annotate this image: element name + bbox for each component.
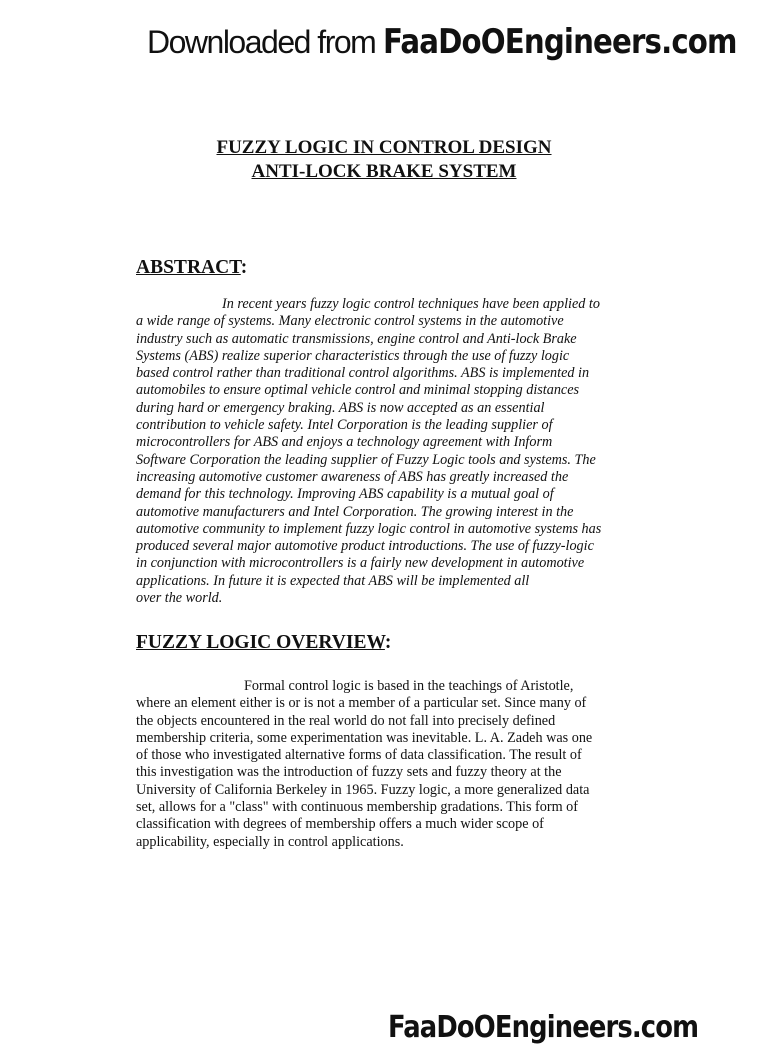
overview-line: where an element either is or is not a member of a particular set. Since many of — [136, 695, 587, 712]
document-title — [0, 136, 768, 184]
overview-line: membership criteria, some experimentation was inevitable. L. A. Zadeh was one — [136, 729, 593, 746]
overview-heading-colon: : — [384, 632, 392, 653]
title-line-2: ANTI-LOCK BRAKE SYSTEM — [251, 161, 517, 182]
abstract-line: In recent years fuzzy logic control techniques have been applied to — [222, 296, 600, 312]
overview-heading-text: FUZZY LOGIC OVERVIEW — [136, 632, 385, 653]
overview-line: this investigation was the introduction of fuzzy sets and fuzzy theory at the — [136, 764, 562, 781]
abstract-line: a wide range of systems. Many electronic control systems in the automotive — [136, 313, 564, 330]
abstract-line: industry such as automatic transmissions, engine control and Anti-lock Brake — [136, 330, 577, 347]
overview-line: the objects encountered in the real world do not fall into precisely defined — [136, 712, 556, 729]
abstract-line: demand for this technology. Improving ABS capability is a mutual goal of — [136, 486, 554, 503]
abstract-line: increasing automotive customer awareness of ABS has greatly increased the — [136, 468, 569, 485]
abstract-line: contribution to vehicle safety. Intel Corporation is the leading supplier of — [136, 417, 553, 434]
abstract-line: microcontrollers for ABS and enjoys a technology agreement with Inform — [136, 434, 553, 451]
abstract-line: produced several major automotive product introductions. The use of fuzzy-logic — [136, 538, 594, 555]
abstract-line: applications. In future it is expected that ABS will be implemented all — [136, 572, 530, 589]
abstract-heading-colon: : — [240, 257, 248, 278]
banner-brand-logo: FaaDoOEngineers.com — [382, 22, 737, 62]
abstract-line: based control rather than traditional control algorithms. ABS is implemented in — [136, 365, 590, 382]
download-banner — [147, 22, 768, 62]
abstract-line: Systems (ABS) realize superior characteristics through the use of fuzzy logic — [136, 347, 570, 364]
abstract-line: automotive manufacturers and Intel Corporation. The growing interest in the — [136, 503, 574, 520]
abstract-heading — [136, 257, 247, 279]
abstract-heading-text: ABSTRACT — [136, 257, 241, 278]
overview-line: set, allows for a "class" with continuous membership gradations. This form of — [136, 799, 578, 816]
abstract-line: automobiles to ensure optimal vehicle control and minimal stopping distances — [136, 382, 580, 399]
overview-line: University of California Berkeley in 1965. Fuzzy logic, a more generalized data — [136, 781, 590, 798]
overview-heading — [136, 632, 391, 654]
abstract-line: automotive community to implement fuzzy logic control in automotive systems has — [136, 520, 602, 537]
abstract-line: during hard or emergency braking. ABS is now accepted as an essential — [136, 399, 545, 416]
abstract-line: over the world. — [136, 590, 223, 607]
overview-line: classification with degrees of membership offers a much wider scope of — [136, 816, 544, 833]
banner-prefix: Downloaded from — [147, 24, 383, 60]
overview-line: applicability, especially in control applications. — [136, 833, 404, 850]
overview-line: Formal control logic is based in the teachings of Aristotle, — [244, 678, 574, 694]
title-line-1: FUZZY LOGIC IN CONTROL DESIGN — [216, 137, 552, 158]
overview-paragraph — [136, 678, 632, 851]
footer-watermark-logo: FaaDoOEngineers.com — [388, 1010, 699, 1045]
abstract-paragraph — [136, 296, 632, 607]
overview-line: of those who investigated alternative forms of data classification. The result of — [136, 747, 582, 764]
abstract-line: Software Corporation the leading supplier of Fuzzy Logic tools and systems. The — [136, 451, 596, 468]
abstract-line: in conjunction with microcontrollers is a fairly new development in automotive — [136, 555, 585, 572]
